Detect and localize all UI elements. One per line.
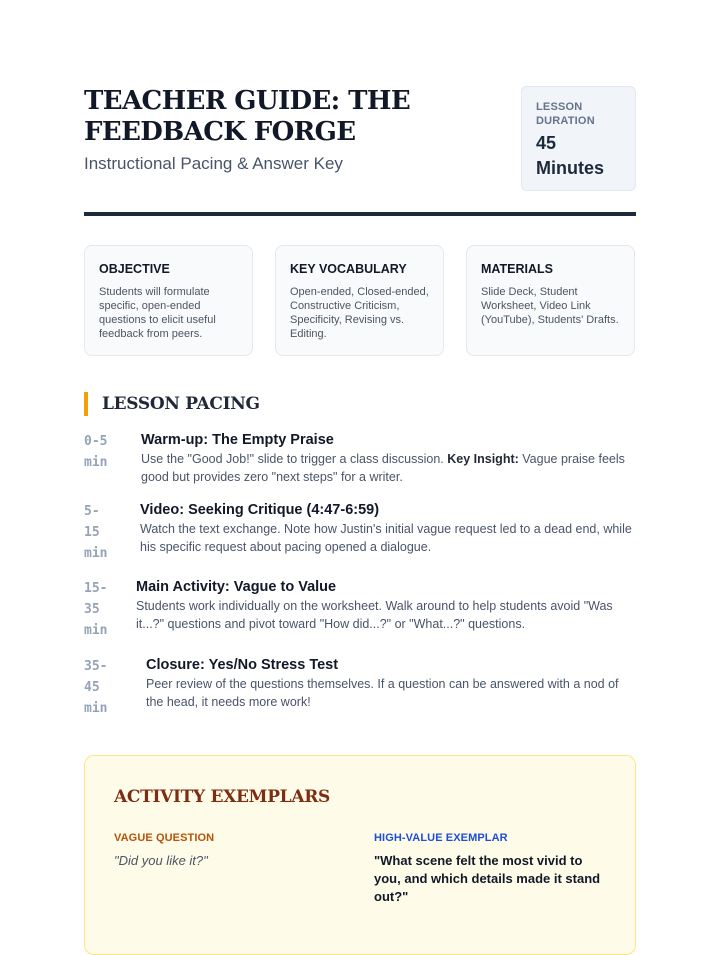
- vague-question-example: "Did you like it?": [114, 853, 208, 868]
- pacing-description: Students work individually on the worksheet. Walk around to help students avoid "Was it...?" questions and pivot toward "How did...?" or "What...?" questions.: [136, 599, 613, 631]
- pacing-title: Warm-up: The Empty Praise: [141, 432, 334, 448]
- key-insight-label: Key Insight:: [447, 452, 519, 466]
- lesson-duration-box: [521, 86, 636, 191]
- pacing-content: [141, 431, 636, 486]
- vocabulary-card: [275, 245, 444, 356]
- pacing-time: 0-5 min: [84, 434, 108, 470]
- duration-value: 45 Minutes: [536, 133, 605, 178]
- header-divider: [84, 212, 636, 216]
- card-body: Open-ended, Closed-ended, Constructive Criticism, Specificity, Revising vs. Editing.: [290, 286, 429, 340]
- pacing-content: [146, 656, 636, 711]
- objective-card: [84, 245, 253, 356]
- high-value-example: "What scene felt the most vivid to you, and which details made it stand out?": [374, 853, 601, 904]
- page-subtitle: Instructional Pacing & Answer Key: [84, 154, 343, 173]
- card-heading: OBJECTIVE: [99, 262, 170, 276]
- pacing-title: Main Activity: Vague to Value: [136, 579, 337, 595]
- pacing-description: Use the "Good Job!" slide to trigger a class discussion. Key Insight: Vague praise feels good but provides zero "next steps" for a writer.: [141, 452, 625, 484]
- pacing-description: Peer review of the questions themselves. If a question can be answered with a nod of the head, it needs more work!: [146, 677, 619, 709]
- materials-card: [466, 245, 635, 356]
- card-heading: KEY VOCABULARY: [290, 262, 407, 276]
- activity-exemplars-box: [84, 755, 636, 955]
- pacing-content: [140, 501, 636, 556]
- high-value-heading: HIGH-VALUE EXEMPLAR: [374, 832, 508, 844]
- card-body: Slide Deck, Student Worksheet, Video Link (YouTube), Students' Drafts.: [481, 286, 619, 326]
- exemplars-heading: ACTIVITY EXEMPLARS: [114, 787, 331, 807]
- card-body: Students will formulate specific, open-ended questions to elicit useful feedback from peers.: [99, 286, 216, 340]
- page-title: TEACHER GUIDE: THE FEEDBACK FORGE: [84, 86, 411, 147]
- pacing-description: Watch the text exchange. Note how Justin's initial vague request led to a dead end, while his specific request about pacing opened a dialogue.: [140, 522, 632, 554]
- pacing-title: Closure: Yes/No Stress Test: [146, 657, 339, 673]
- pacing-time: 15-35 min: [84, 581, 108, 638]
- lesson-pacing-heading: LESSON PACING: [84, 392, 260, 416]
- pacing-time: 5-15 min: [84, 504, 108, 561]
- pacing-time: 35-45 min: [84, 659, 108, 716]
- pacing-content: [136, 578, 626, 633]
- pacing-title: Video: Seeking Critique (4:47-6:59): [140, 502, 380, 518]
- vague-question-heading: VAGUE QUESTION: [114, 832, 215, 844]
- card-heading: MATERIALS: [481, 262, 553, 276]
- guide-header: [84, 86, 636, 196]
- duration-label: LESSON DURATION: [536, 101, 595, 127]
